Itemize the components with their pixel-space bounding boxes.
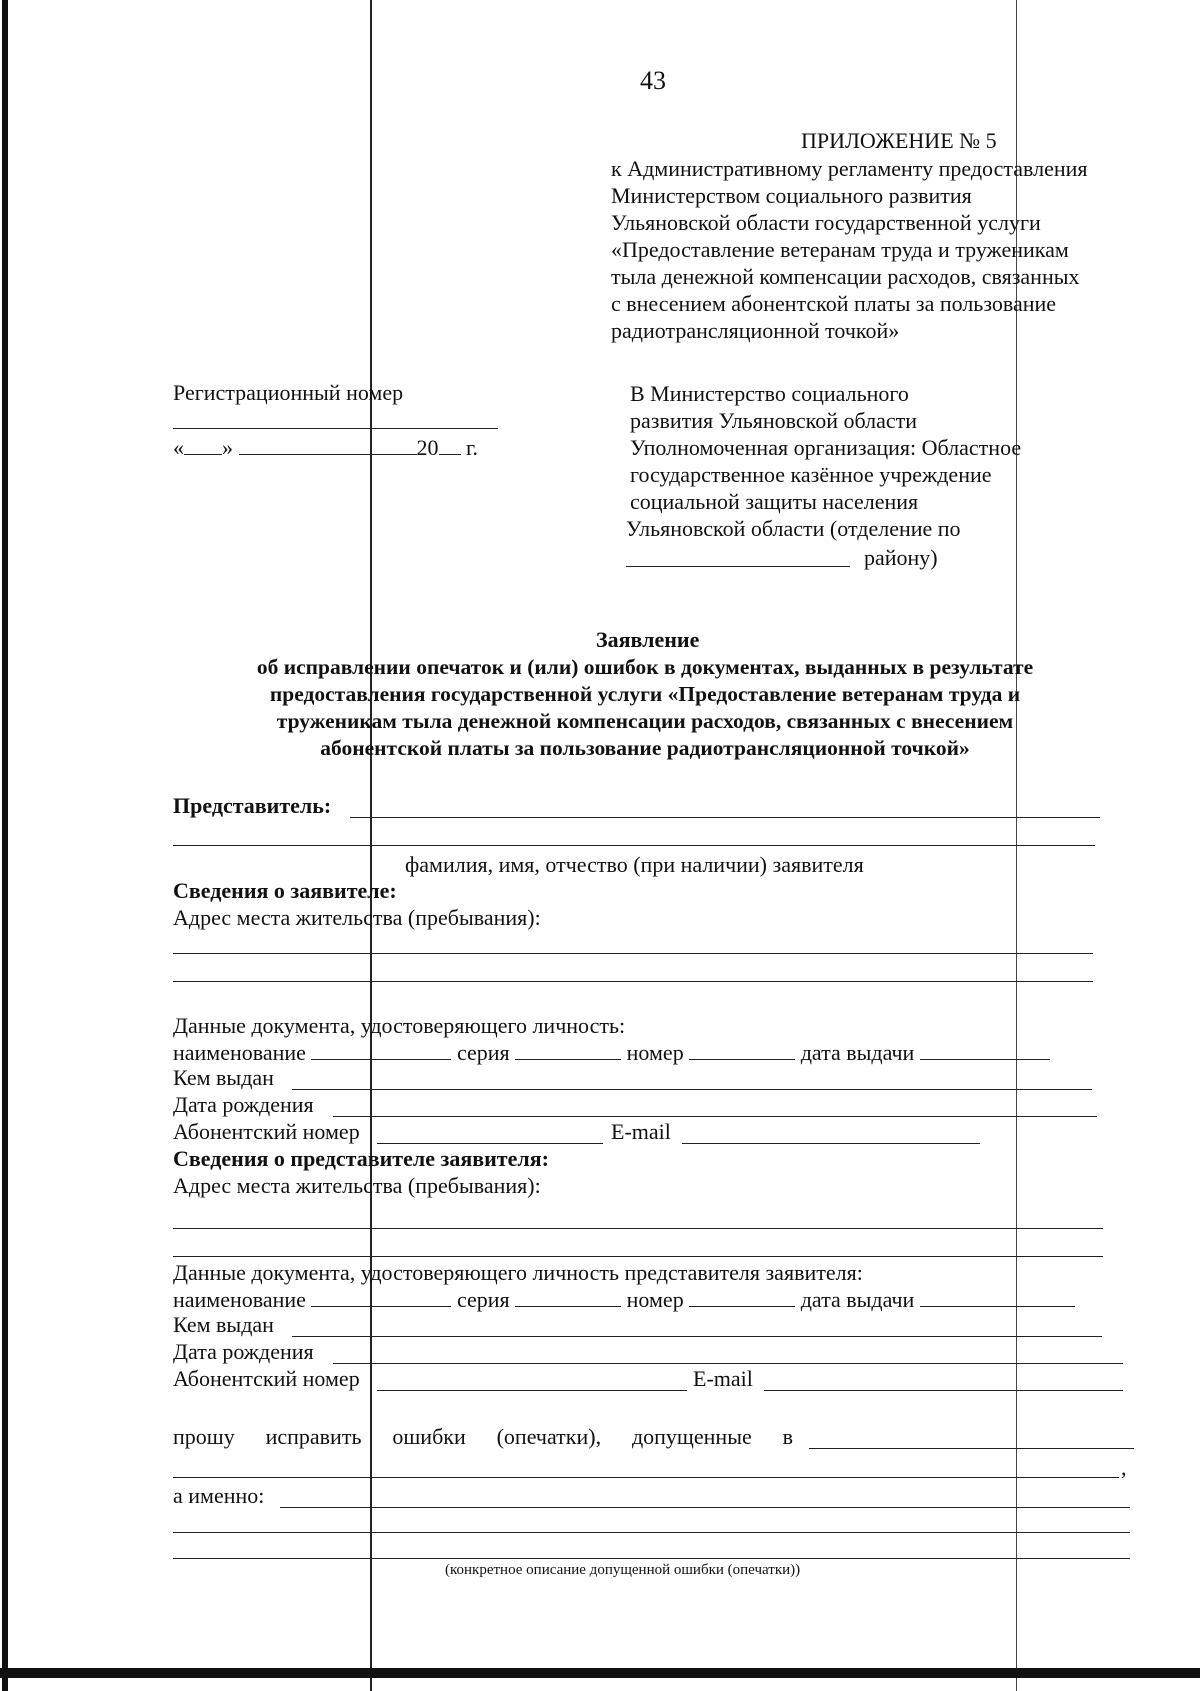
appendix-line: «Предоставление ветеранам труда и труженикам [611,237,1069,262]
rep-address-field-2[interactable] [173,1256,1103,1257]
fio-caption: фамилия, имя, отчество (при наличии) заявителя [405,852,864,877]
subtitle-line: абонентской платы за пользование радиотрансляционной точкой» [320,736,970,760]
doc-name-field[interactable] [311,1039,451,1060]
rep-doc-series-field[interactable] [515,1286,621,1307]
date-day-field[interactable] [184,434,222,455]
error-caption: (конкретное описание допущенной ошибки (опечатки)) [445,1562,801,1578]
appendix-title: ПРИЛОЖЕНИЕ № 5 [801,128,997,153]
applicant-address-label: Адрес места жительства (пребывания): [173,905,541,930]
appendix-line: тыла денежной компенсации расходов, связанных [611,264,1080,289]
applicant-address-field-2[interactable] [173,981,1093,982]
appendix-text [611,155,1088,344]
rep-issued-by-label: Кем выдан [173,1312,274,1337]
request-word: прошу [173,1424,235,1449]
rep-subscriber-field[interactable] [377,1390,687,1391]
doc-name-label: наименование [173,1040,306,1065]
request-word: (опечатки), [496,1424,602,1449]
rep-doc-series-label: серия [456,1287,510,1312]
doc-series-label: серия [456,1040,510,1065]
rep-email-field[interactable] [764,1390,1123,1391]
addressee-line: государственное казённое учреждение [630,462,992,487]
representative-label: Представитель: [173,793,332,818]
rep-address-field-1[interactable] [173,1228,1103,1229]
request-word: ошибки [392,1424,466,1449]
date-year-field[interactable] [439,434,461,455]
appendix-line: с внесением абонентской платы за пользование [611,291,1057,316]
issued-by-field[interactable] [292,1089,1092,1090]
request-word: в [782,1424,793,1449]
rep-doc-heading: Данные документа, удостоверяющего личность представителя заявителя: [173,1260,863,1285]
addressee-line: Уполномоченная организация: Областное [630,435,1022,460]
request-word: допущенные [631,1424,752,1449]
date-open-quote: « [173,435,184,460]
namely-field-2[interactable] [173,1532,1130,1533]
birth-date-field[interactable] [333,1116,1097,1117]
namely-label: а именно: [173,1483,265,1508]
subtitle-line: об исправлении опечаток и (или) ошибок в документах, выданных в результате [256,655,1034,679]
addressee-line: развития Ульяновской области [630,408,918,433]
rep-doc-row [173,1286,1075,1313]
district-field[interactable] [626,566,850,567]
issued-by-label: Кем выдан [173,1065,274,1090]
applicant-address-field-1[interactable] [173,953,1093,954]
doc-issue-date-label: дата выдачи [800,1040,915,1065]
namely-field-1[interactable] [280,1507,1130,1508]
appendix-line: Ульяновской области государственной услуги [611,210,1041,235]
rep-doc-number-field[interactable] [689,1286,795,1307]
request-document-field-2[interactable] [173,1477,1119,1478]
rep-birth-date-field[interactable] [333,1363,1123,1364]
date-year-prefix: 20 [416,435,439,460]
rep-address-label: Адрес места жительства (пребывания): [173,1173,541,1198]
doc-heading: Данные документа, удостоверяющего личность: [173,1013,626,1038]
email-field[interactable] [682,1143,980,1144]
subscriber-label: Абонентский номер [173,1119,360,1144]
appendix-line: к Административному регламенту предоставления [611,156,1088,181]
rep-subscriber-label: Абонентский номер [173,1366,360,1391]
rep-birth-date-label: Дата рождения [173,1339,314,1364]
subtitle-line: труженикам тыла денежной компенсации расходов, связанных с внесением [276,709,1014,733]
registration-number-line[interactable] [173,428,498,429]
scan-left-border [2,0,8,1691]
statement-heading: Заявление [596,627,700,652]
addressee-line: социальной защиты населения [630,489,919,514]
statement-subtitle [180,654,1110,762]
rep-doc-issue-date-label: дата выдачи [800,1287,915,1312]
page-number: 43 [640,66,666,95]
date-month-field[interactable] [239,434,417,455]
appendix-line: радиотрансляционной точкой» [611,318,900,343]
rep-doc-number-label: номер [626,1287,684,1312]
applicant-heading: Сведения о заявителе: [173,878,397,903]
rep-doc-name-field[interactable] [311,1286,451,1307]
addressee-block [626,380,1022,542]
namely-field-3[interactable] [173,1558,1130,1559]
addressee-line: В Министерство социального [630,381,909,406]
rep-doc-name-label: наименование [173,1287,306,1312]
representative-field[interactable] [350,817,1100,818]
date-close-quote: » [222,435,233,460]
rep-doc-issue-date-field[interactable] [920,1286,1075,1307]
doc-issue-date-field[interactable] [920,1039,1050,1060]
email-label: E-mail [611,1119,671,1144]
appendix-line: Министерством социального развития [611,183,972,208]
rep-issued-by-field[interactable] [292,1336,1102,1337]
addressee-line: Ульяновской области (отделение по [626,516,961,541]
doc-number-label: номер [626,1040,684,1065]
rep-email-label: E-mail [693,1366,753,1391]
request-document-field[interactable] [809,1448,1134,1449]
doc-series-field[interactable] [515,1039,621,1060]
rep-heading: Сведения о представителе заявителя: [173,1146,549,1171]
subtitle-line: предоставления государственной услуги «Предоставление ветеранам труда и [269,682,1021,706]
request-line [173,1424,793,1450]
representative-field-2[interactable] [173,845,1095,846]
date-year-suffix: г. [466,435,479,460]
doc-number-field[interactable] [689,1039,795,1060]
subscriber-field[interactable] [377,1143,603,1144]
request-comma: , [1121,1455,1127,1480]
request-word: исправить [265,1424,362,1449]
scan-bottom-band [0,1668,1200,1678]
district-suffix: району) [864,545,938,570]
registration-label: Регистрационный номер [173,380,404,405]
doc-row [173,1039,1050,1066]
birth-date-label: Дата рождения [173,1092,314,1117]
registration-date [173,434,478,461]
